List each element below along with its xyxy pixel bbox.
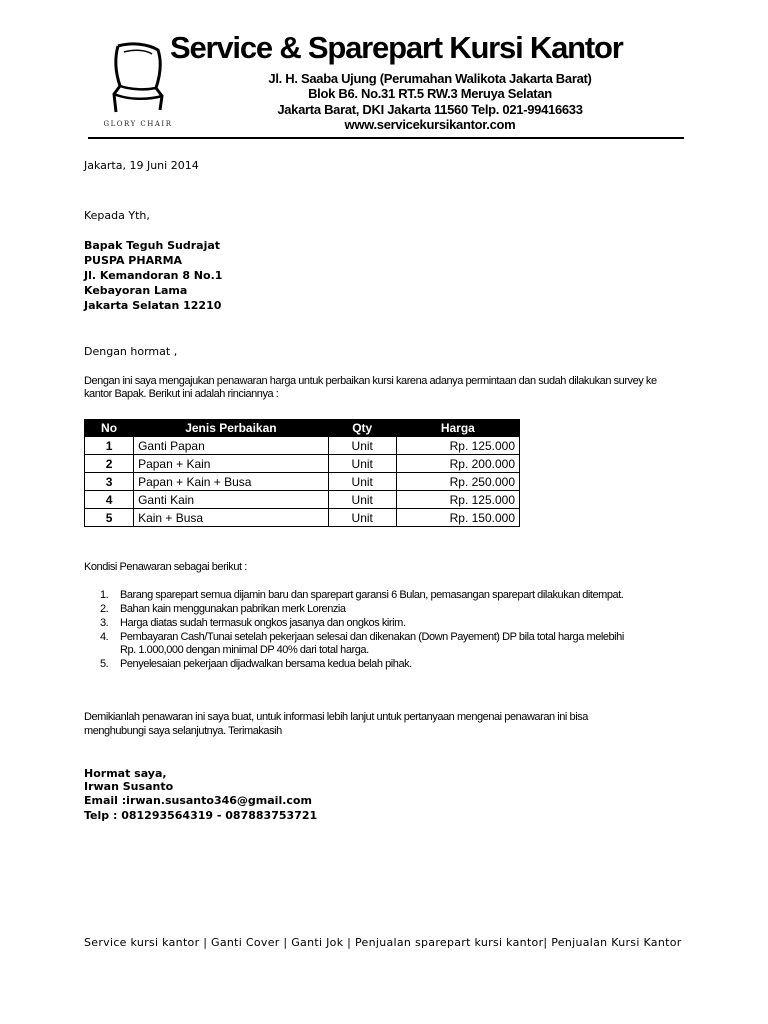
list-number: 5. — [100, 658, 109, 671]
to-label: Kepada Yth, — [84, 209, 150, 222]
cell-qty: Unit — [328, 473, 396, 491]
cell-no: 5 — [85, 509, 134, 527]
cell-harga: Rp. 125.000 — [396, 491, 519, 509]
cell-jenis: Kain + Busa — [134, 509, 329, 527]
signature-telp: Telp : 081293564319 - 087883753721 — [84, 809, 318, 822]
list-number: 1. — [100, 589, 109, 601]
list-text: Harga diatas sudah termasuk ongkos jasanya dan ongkos kirim. — [120, 617, 406, 629]
cell-no: 3 — [85, 473, 134, 491]
price-table — [84, 419, 520, 527]
list-number: 4. — [100, 631, 109, 643]
signature-name: Irwan Susanto — [84, 780, 174, 793]
list-item — [84, 631, 704, 658]
cell-harga: Rp. 250.000 — [396, 473, 519, 491]
header-jenis: Jenis Perbaikan — [134, 420, 329, 437]
chair-icon — [88, 40, 180, 120]
cell-qty: Unit — [328, 509, 396, 527]
cell-jenis: Papan + Kain — [134, 455, 329, 473]
chair-logo — [88, 40, 180, 132]
closing-line-1: Demikianlah penawaran ini saya buat, untuk informasi lebih lanjut untuk pertanyaan mengenai penawaran ini bisa — [84, 711, 588, 723]
header-no: No — [85, 420, 134, 437]
table-header-row — [85, 420, 520, 437]
address-line-1: Jl. H. Saaba Ujung (Perumahan Walikota Jakarta Barat) — [268, 71, 592, 86]
footer-services: Service kursi kantor | Ganti Cover | Ganti Jok | Penjualan sparepart kursi kantor| Penjualan Kursi Kantor — [84, 936, 682, 949]
recipient-city: Jakarta Selatan 12210 — [84, 299, 222, 312]
signature-email[interactable]: Email :irwan.susanto346@gmail.com — [84, 794, 312, 807]
cell-jenis: Ganti Papan — [134, 437, 329, 455]
header-divider — [88, 137, 684, 139]
recipient-name: Bapak Teguh Sudrajat — [84, 239, 221, 252]
list-text: Barang sparepart semua dijamin baru dan sparepart garansi 6 Bulan, pemasangan sparepart dilakukan ditempat. — [120, 589, 624, 601]
greeting: Dengan hormat , — [84, 345, 178, 358]
logo-text: GLORY CHAIR — [103, 120, 173, 128]
list-item — [84, 658, 704, 671]
list-text-continued: Rp. 1.000,000 dengan minimal DP 40% dari total harga. — [120, 644, 369, 657]
website-link[interactable]: www.servicekursikantor.com — [344, 117, 516, 132]
table-row — [85, 455, 520, 473]
cell-qty: Unit — [328, 491, 396, 509]
table-row — [85, 509, 520, 527]
list-number: 3. — [100, 617, 109, 629]
header-qty: Qty — [328, 420, 396, 437]
closing-line-2: menghubungi saya selanjutnya. Terimakasih — [84, 725, 282, 737]
company-title: Service & Sparepart Kursi Kantor — [170, 30, 623, 65]
header-harga: Harga — [396, 420, 519, 437]
address-line-2: Blok B6. No.31 RT.5 RW.3 Meruya Selatan — [308, 86, 552, 101]
table-row — [85, 473, 520, 491]
recipient-street: Jl. Kemandoran 8 No.1 — [84, 269, 223, 282]
table-row — [85, 491, 520, 509]
intro-line-2: kantor Bapak. Berikut ini adalah rinciannya : — [84, 388, 279, 400]
cell-harga: Rp. 200.000 — [396, 455, 519, 473]
list-item — [84, 617, 704, 630]
cell-qty: Unit — [328, 455, 396, 473]
address-line-3: Jakarta Barat, DKI Jakarta 11560 Telp. 021-99416633 — [277, 102, 583, 117]
list-text: Pembayaran Cash/Tunai setelah pekerjaan selesai dan dikenakan (Down Payement) DP bila total harga melebihi — [120, 631, 624, 643]
table-row — [85, 437, 520, 455]
letter-date: Jakarta, 19 Juni 2014 — [84, 159, 199, 172]
list-text: Penyelesaian pekerjaan dijadwalkan bersama kedua belah pihak. — [120, 658, 412, 671]
cell-jenis: Papan + Kain + Busa — [134, 473, 329, 491]
list-item — [84, 603, 704, 616]
list-number: 2. — [100, 603, 109, 615]
recipient-district: Kebayoran Lama — [84, 284, 188, 297]
list-text: Bahan kain menggunakan pabrikan merk Lorenzia — [120, 603, 346, 615]
cell-harga: Rp. 150.000 — [396, 509, 519, 527]
signature-salutation: Hormat saya, — [84, 767, 167, 780]
conditions-list — [84, 589, 704, 672]
recipient-company: PUSPA PHARMA — [84, 254, 183, 267]
conditions-title: Kondisi Penawaran sebagai berikut : — [84, 561, 247, 573]
cell-no: 2 — [85, 455, 134, 473]
intro-line-1: Dengan ini saya mengajukan penawaran harga untuk perbaikan kursi karena adanya permintaan dan sudah dilakukan survey ke — [84, 375, 657, 387]
cell-no: 1 — [85, 437, 134, 455]
list-item — [84, 589, 704, 602]
cell-harga: Rp. 125.000 — [396, 437, 519, 455]
cell-jenis: Ganti Kain — [134, 491, 329, 509]
cell-qty: Unit — [328, 437, 396, 455]
cell-no: 4 — [85, 491, 134, 509]
